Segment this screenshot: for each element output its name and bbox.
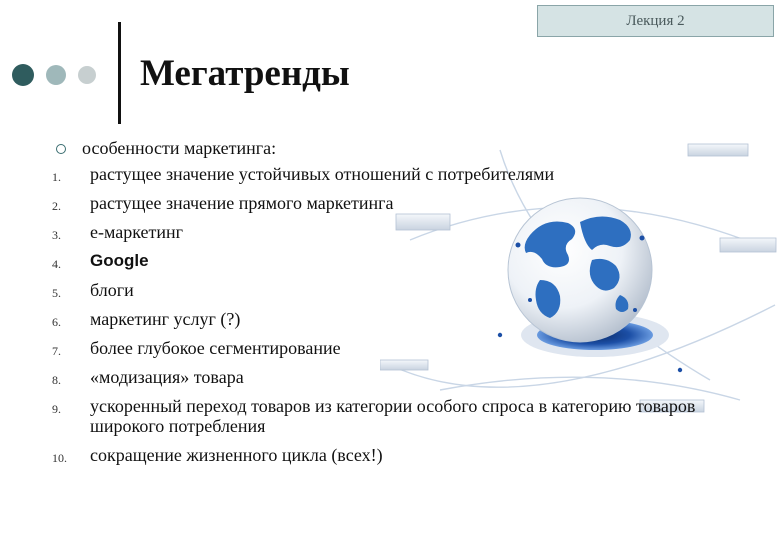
list-item <box>0 337 780 366</box>
intro-text: особенности маркетинга: <box>82 138 277 158</box>
list-item-text: е-маркетинг <box>90 222 184 242</box>
list-item-number: 6. <box>52 315 61 329</box>
list-item-number: 5. <box>52 286 61 300</box>
slide-title: Мегатренды <box>140 53 350 94</box>
list-item-number: 3. <box>52 228 61 242</box>
list-item <box>0 444 780 473</box>
list-item-number: 9. <box>52 402 61 416</box>
list-item-text: растущее значение прямого маркетинга <box>90 193 394 213</box>
list-item-number: 8. <box>52 373 61 387</box>
lecture-tag-label: Лекция 2 <box>626 12 685 29</box>
list-item-text: Google <box>90 251 149 270</box>
list-item <box>0 279 780 308</box>
list-item-number: 2. <box>52 199 61 213</box>
list-item-number: 4. <box>52 257 61 271</box>
list-item-text: растущее значение устойчивых отношений с потребителями <box>90 164 555 184</box>
bullet-circle-icon <box>56 144 66 154</box>
list-item-number: 1. <box>52 170 61 184</box>
list-item-text: более глубокое сегментирование <box>90 338 341 358</box>
list-item <box>0 308 780 337</box>
list-item <box>0 250 780 279</box>
list-item-text: «модизация» товара <box>90 367 244 387</box>
list-item <box>0 221 780 250</box>
list-item-text: блоги <box>90 280 134 300</box>
list-item-text: маркетинг услуг (?) <box>90 309 241 329</box>
decor-dot-light <box>78 66 96 84</box>
title-divider <box>118 22 121 124</box>
megatrends-list <box>0 163 780 473</box>
decor-dot-dark <box>12 64 34 86</box>
list-item-text: ускоренный переход товаров из категории особого спроса в категорию товаров широкого потребления <box>90 396 696 436</box>
list-item <box>0 163 780 192</box>
list-item-number: 7. <box>52 344 61 358</box>
list-item <box>0 366 780 395</box>
lecture-tag <box>537 5 774 37</box>
list-item <box>0 192 780 221</box>
decor-dot-mid <box>46 65 66 85</box>
list-item-number: 10. <box>52 451 67 465</box>
list-item <box>0 395 780 444</box>
list-item-text: сокращение жизненного цикла (всех!) <box>90 445 383 465</box>
